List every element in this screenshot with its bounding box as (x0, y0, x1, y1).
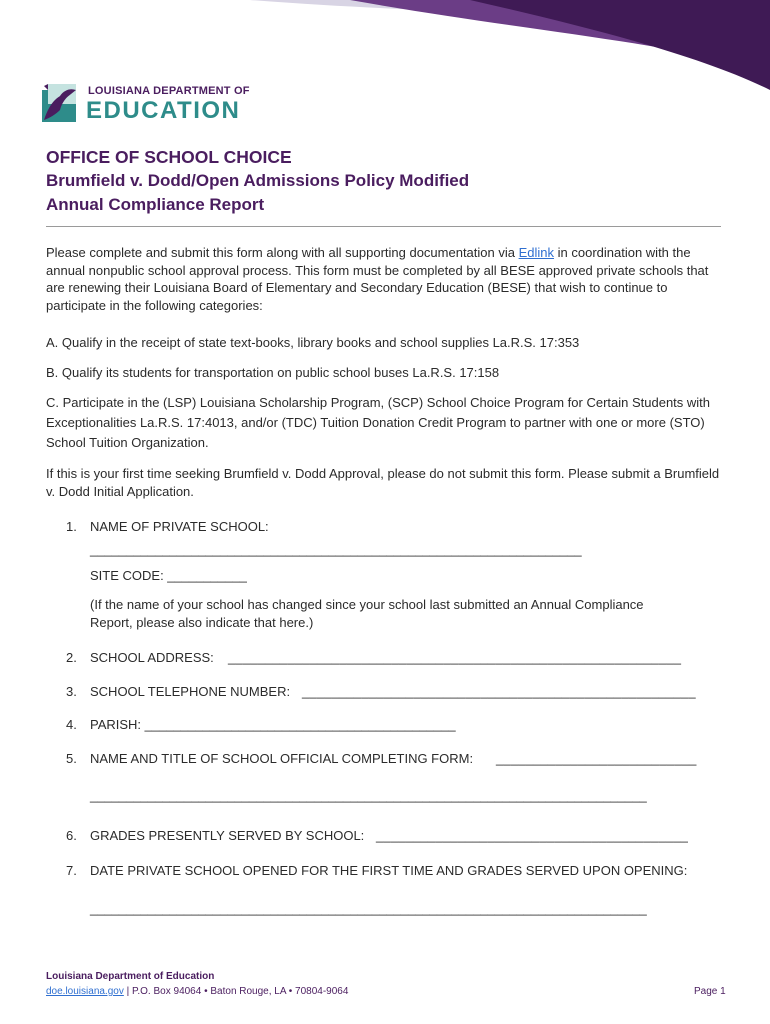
name-change-note-line2: Report, please also indicate that here.) (90, 615, 314, 630)
ldoe-logo (40, 80, 270, 126)
school-phone-field[interactable]: _____________________________________________________ (302, 684, 696, 699)
pelican-logo-icon (40, 80, 80, 124)
intro-paragraph (46, 244, 722, 314)
site-code[interactable]: SITE CODE: ___________ (90, 568, 247, 583)
report-title-line2: Annual Compliance Report (46, 195, 265, 214)
grades-served-label: GRADES PRESENTLY SERVED BY SCHOOL: (90, 828, 365, 843)
edlink-link[interactable]: Edlink (518, 245, 555, 260)
school-address-label: SCHOOL ADDRESS: (90, 650, 214, 665)
logo-text-top: LOUISIANA DEPARTMENT OF (88, 85, 250, 97)
parish-field[interactable]: PARISH: ___________________________________________ (90, 717, 456, 732)
intro-text-end: in coordination with the annual nonpublic school approval process. This form must be completed by all BESE approved private schools that are renewing their Louisiana Board of Elementary and Secondary Education (BESE) that wish to continue to participate in the following categories: (46, 245, 709, 313)
date-opened-blank[interactable]: _____________________________________________________________________________ (90, 901, 647, 916)
school-name-blank[interactable]: ____________________________________________________________________ (90, 542, 582, 557)
heading-divider (46, 226, 721, 227)
instructions (46, 244, 722, 500)
date-opened-label: DATE PRIVATE SCHOOL OPENED FOR THE FIRST TIME AND GRADES SERVED UPON OPENING: (90, 863, 688, 878)
decorative-corner-graphic (0, 0, 770, 90)
school-official-blank-2[interactable]: _____________________________________________________________________________ (90, 788, 647, 803)
first-time-note: If this is your first time seeking Brumfield v. Dodd Approval, please do not submit this form. Please submit a Brumfield v. Dodd Initial Application. (46, 466, 720, 499)
item-number: 5. (66, 751, 77, 766)
website-link[interactable]: doe.louisiana.gov (46, 986, 124, 997)
name-change-note-line1: (If the name of your school has changed since your school last submitted an Annual Compliance (90, 597, 644, 612)
footer-organization: Louisiana Department of Education (46, 971, 215, 982)
school-official-field[interactable]: ___________________________ (496, 751, 697, 766)
item-number: 2. (66, 650, 77, 665)
office-title: OFFICE OF SCHOOL CHOICE (46, 147, 292, 167)
category-a: A. Qualify in the receipt of state text-books, library books and school supplies La.R.S. 17:353 (46, 335, 580, 350)
page-heading (46, 145, 726, 217)
grades-served-field[interactable]: __________________________________________ (376, 828, 689, 843)
logo-text-main: EDUCATION (86, 97, 241, 124)
report-title-line1: Brumfield v. Dodd/Open Admissions Policy Modified (46, 171, 470, 190)
school-address-field[interactable]: _____________________________________________________________ (228, 650, 682, 665)
intro-text-start: Please complete and submit this form along with all supporting documentation via (46, 245, 519, 260)
category-b: B. Qualify its students for transportation on public school buses La.R.S. 17:158 (46, 364, 500, 380)
item-number: 3. (66, 684, 77, 699)
school-phone-label: SCHOOL TELEPHONE NUMBER: (90, 684, 291, 699)
category-c: C. Participate in the (LSP) Louisiana Scholarship Program, (SCP) School Choice Program for Certain Students with Exceptionalities La.R.S. 17:4013, and/or (TDC) Tuition Donation Credit Program to partner with one or more (STO) School Tuition Organization. (46, 395, 711, 450)
item-number: 7. (66, 863, 77, 878)
footer-address-line (46, 986, 348, 997)
footer-address: | P.O. Box 94064 • Baton Rouge, LA • 70804-9064 (123, 986, 349, 997)
item-number: 1. (66, 519, 77, 534)
page-number: Page 1 (694, 986, 726, 997)
school-official-label: NAME AND TITLE OF SCHOOL OFFICIAL COMPLETING FORM: (90, 751, 474, 766)
item-number: 4. (66, 717, 77, 732)
item-number: 6. (66, 828, 77, 843)
school-name-label: NAME OF PRIVATE SCHOOL: (90, 519, 269, 534)
